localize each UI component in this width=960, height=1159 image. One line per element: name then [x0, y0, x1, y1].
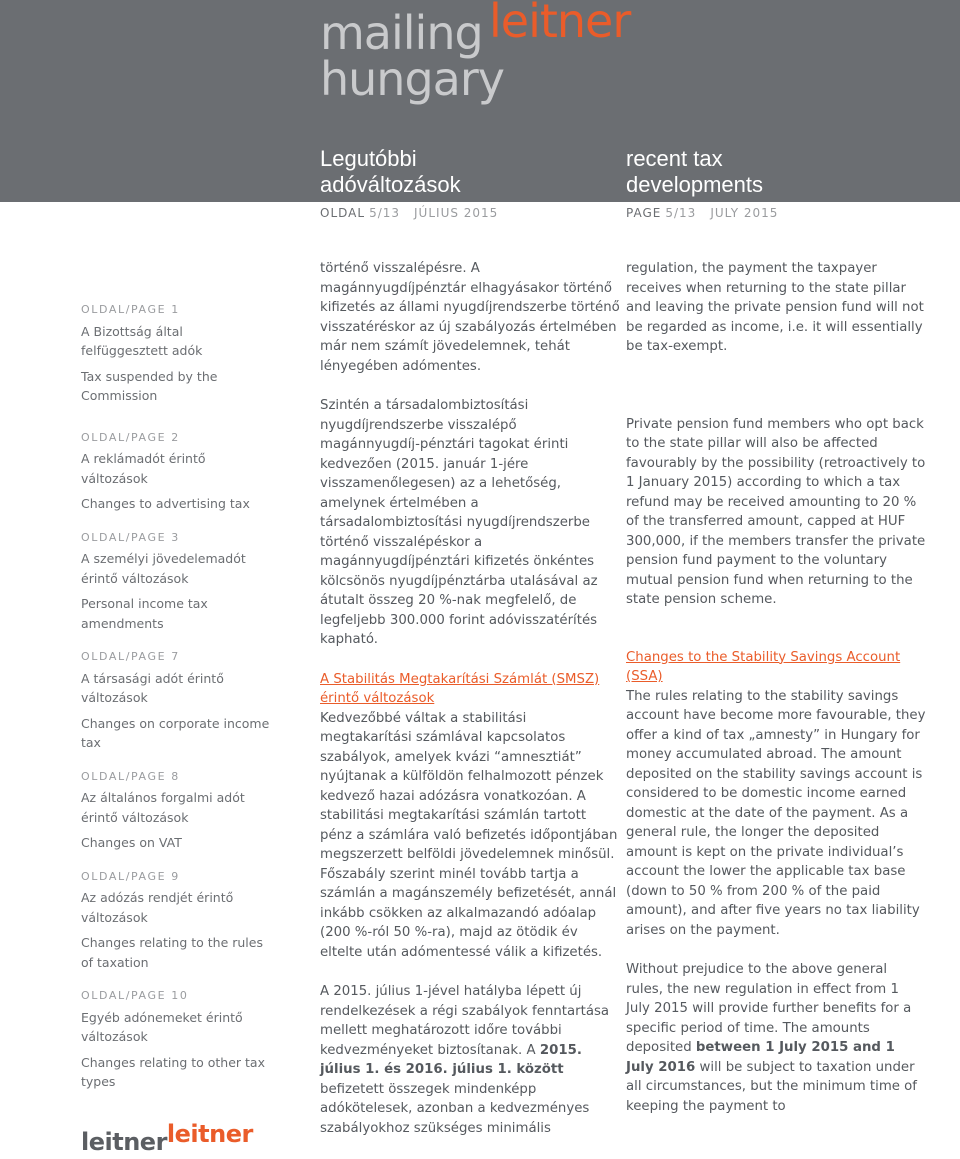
date-en: JULY 2015	[710, 206, 779, 220]
logo-hungary: hungary	[320, 52, 504, 106]
title-en-line2: developments	[626, 172, 763, 197]
contents-page-label: OLDAL/PAGE 9	[81, 869, 180, 883]
contents-sidebar	[81, 300, 271, 1106]
paragraph-with-emphasis	[626, 960, 926, 1116]
footer-logo	[81, 1120, 253, 1156]
contents-title-hu: A Bizottság által felfüggesztett adók	[81, 323, 203, 358]
contents-title-hu: A reklámadót érintő változások	[81, 451, 206, 486]
contents-title-en: Changes on VAT	[81, 835, 182, 850]
paragraph-text: befizetett összegek mindenképp adókötelesek, azonban a kedvezményes szabályokhoz szükséges minimális	[320, 1081, 590, 1136]
paragraph-text: A 2015. július 1-jével hatályba lépett új rendelkezések a régi szabályok fenntartása mellett meghatározott időre további kedvezményeket biztosítanak. A	[320, 984, 610, 1058]
contents-title-en: Tax suspended by the Commission	[81, 368, 218, 403]
section-heading: Changes to the Stability Savings Account (SSA)	[626, 649, 901, 684]
page-number-hu: 5/13	[369, 206, 401, 220]
contents-page-label: OLDAL/PAGE 7	[81, 650, 180, 663]
paragraph: regulation, the payment the taxpayer receives when returning to the state pillar and leaving the private pension fund will not be regarded as income, i.e. it will essentially be tax-exempt.	[626, 261, 924, 354]
contents-title-hu: A társasági adót érintő változások	[81, 670, 224, 705]
footer-logo-word: leitner	[81, 1128, 167, 1156]
contents-entry[interactable]	[81, 867, 271, 973]
paragraph-with-emphasis	[320, 982, 620, 1138]
page-number-en: 5/13	[665, 206, 697, 220]
title-en	[626, 146, 916, 198]
paragraph: Private pension fund members who opt back to the state pillar will also be affected favourably by the possibility (retroactively to 1 January 2015) according to which a tax refund may be received amounting to 20 % of the transferred amount, capped at HUF 300,000, if the members transfer the private pension fund payment to the voluntary mutual pension fund when returning to the state pension scheme.	[626, 416, 926, 607]
page-indicator-en	[626, 206, 778, 220]
contents-page-label: OLDAL/PAGE 2	[81, 430, 180, 444]
contents-page-label: OLDAL/PAGE 3	[81, 530, 180, 544]
logo-mailing: mailing	[320, 6, 483, 60]
contents-entry[interactable]	[81, 986, 271, 1092]
paragraph: Szintén a társadalombiztosítási nyugdíjrendszerbe visszalépő magánnyugdíj-pénztári tagokat érinti kedvezően (2015. január 1-jére visszamenőlegesen) az a lehetőség, amelynek értelmében a társadalombiztosítási nyugdíjrendszerbe történő visszalépéskor a magánnyugdíjpénztári kifizetés önkéntes kölcsönös nyugdíjpénztárba utalásával az átutalt összeg 20 %-nak megfelelő, de legfeljebb 300.000 forint adóvisszatérítés kapható.	[320, 398, 598, 647]
section-heading: A Stabilitás Megtakarítási Számlát (SMSZ) érintő változások	[320, 671, 600, 706]
contents-title-en: Changes relating to other tax types	[81, 1054, 265, 1089]
contents-page-label: OLDAL/PAGE 8	[81, 769, 180, 783]
page-indicator-hu	[320, 206, 498, 220]
contents-entry[interactable]	[81, 428, 271, 514]
contents-title-hu: Az adózás rendjét érintő változások	[81, 890, 234, 925]
contents-page-label: OLDAL/PAGE 1	[81, 303, 180, 316]
contents-title-en: Changes on corporate income tax	[81, 715, 270, 750]
contents-entry[interactable]	[81, 300, 271, 406]
title-hu	[320, 146, 610, 198]
emphasis-text: between 1 July 2015 and 1 July 2016	[626, 1040, 895, 1075]
contents-title-hu: A személyi jövedelemadót érintő változások	[81, 551, 246, 586]
page-label-en: PAGE	[626, 206, 662, 220]
paragraph-text: Without prejudice to the above general rules, the new regulation in effect from 1 July 2015 will provide further benefits for a specific period of time. The amounts deposited	[626, 962, 912, 1055]
date-hu: JÚLIUS 2015	[414, 206, 499, 220]
contents-entry[interactable]	[81, 528, 271, 634]
column-english	[626, 259, 926, 1136]
logo-leitner: leitner	[489, 0, 631, 48]
page-label-hu: OLDAL	[320, 206, 366, 220]
paragraph: Kedvezőbbé váltak a stabilitási megtakarítási számlával kapcsolatos szabályok, amelyek kvázi “amnesztiát” nyújtanak a külföldön felhalmozott pénzek kedvező hazai adózásra vonatkozóan. A stabilitási megtakarítási számlán tartott pénz a számlára való befizetés időpontjában megszerzett belföldi jövedelemnek minősül. Főszabály szerint minél tovább tartja a számlán a magánszemély befizetését, annál inkább csökken az alkalmazandó adóalap (200 %-ról 50 %-ra), majd az ötödik év eltelte után adómentessé válik a kifizetés.	[320, 710, 618, 960]
contents-entry[interactable]	[81, 767, 271, 853]
contents-title-hu: Az általános forgalmi adót érintő változások	[81, 790, 245, 825]
contents-title-hu: Egyéb adónemeket érintő változások	[81, 1009, 243, 1044]
footer-logo-word-accent: leitner	[166, 1120, 253, 1148]
contents-title-en: Changes to advertising tax	[81, 496, 250, 511]
contents-page-label: OLDAL/PAGE 10	[81, 989, 189, 1002]
contents-entry[interactable]	[81, 647, 271, 753]
title-hu-line2: adóváltozások	[320, 172, 461, 197]
paragraph-text: will be subject to taxation under all circumstances, but the minimum time of keeping the payment to	[626, 1059, 917, 1114]
paragraph: történő visszalépésre. A magánnyugdíjpénztár elhagyásakor történő kifizetés az állami nyugdíjrendszerbe történő visszatéréskor az új szabályozás értelmében már nem számít jövedelemnek, tehát lényegében adómentes.	[320, 261, 620, 374]
header-band	[0, 0, 960, 202]
column-hungarian	[320, 259, 620, 1158]
contents-title-en: Changes relating to the rules of taxation	[81, 935, 263, 970]
contents-title-en: Personal income tax amendments	[81, 596, 208, 631]
title-hu-line1: Legutóbbi	[320, 146, 417, 171]
title-en-line1: recent tax	[626, 146, 723, 171]
emphasis-text: 2015. július 1. és 2016. július 1. között	[320, 1042, 582, 1077]
paragraph: The rules relating to the stability savings account have become more favourable, they offer a kind of tax „amnesty” in Hungary for money accumulated abroad. The amount deposited on the stability savings account is considered to be domestic income earned domestic at the date of the payment. As a general rule, the longer the deposited amount is kept on the private individual’s account the lower the applicable tax base (down to 50 % from 200 % of the paid amount), and after five years no tax liability arises on the payment.	[626, 688, 926, 938]
